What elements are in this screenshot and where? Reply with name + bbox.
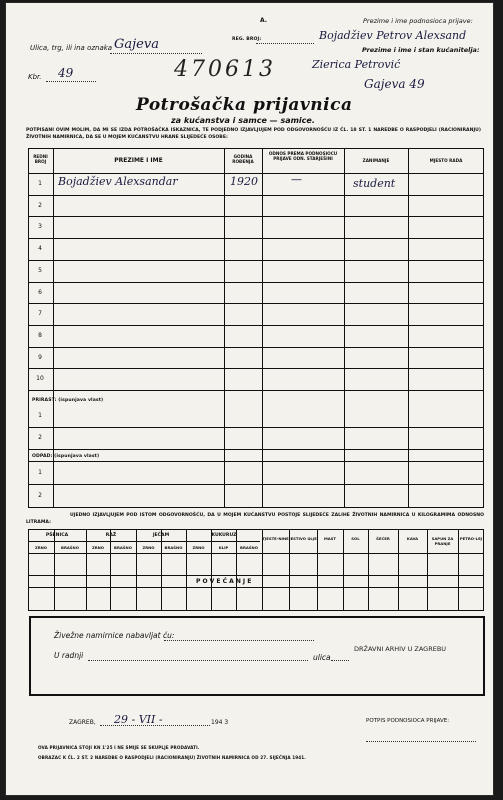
row-line [28,368,484,369]
place-label: ZAGREB, [69,719,96,726]
stock-sub-header: BRAŠNO [114,545,132,550]
stock-row-line [28,587,484,588]
header-zanimanje: ZANIMANJE [362,158,390,163]
reg-line [256,43,314,44]
row-number: 7 [38,310,42,318]
stock-sub-header: ZRNO [91,545,105,550]
kbr-label: Kbr. [28,73,42,81]
stock-col-line [186,529,187,611]
applicant-name: Bojadžiev Petrov Alexsand [319,29,467,42]
date-line [100,725,210,726]
stock-subheader-line [28,541,260,542]
header-mjesto-rada: MJESTO RADA [429,158,463,163]
col-line [262,148,263,508]
entry-relation: — [291,173,302,186]
archive-stamp: DRŽAVNI ARHIV U ZAGREBU [354,645,447,653]
table-header-line [28,173,484,174]
street-line [110,53,202,54]
stock-row-line [28,575,484,576]
date-value: 29 - VII - [114,713,163,726]
head-address: Gajeva 49 [364,77,425,91]
stock-col-line [211,529,212,611]
prirast-row-number: 1 [38,412,42,419]
row-line [28,347,484,348]
stock-other-header: ŠEĆER [376,536,390,541]
stock-col-line [343,529,344,611]
row-line [28,449,484,450]
prirast-row-number: 2 [38,434,42,441]
stock-group-header: KUKURUZ [211,533,237,538]
stock-other-header: PETRO-LEJ [459,536,483,541]
stock-sub-header: ZRNO [34,545,48,550]
col-line [344,148,345,508]
reg-label: REG. BROJ: [232,37,262,42]
stock-other-header: KAVA [406,536,419,541]
form-note: OBRAZAC K ČL. 2 ST. 2 NAREDBE O RASPODJELI (RACIONIRANJU) ŽIVOTNIH NAMIRNICA OD 27. SIJEČNJA 1941. [38,755,306,760]
stock-other-header: JESTIVO ULJE [289,536,317,541]
header-redni-broj: REDNI BROJ [33,154,48,164]
row-number: 9 [38,353,42,361]
row-number: 10 [36,375,44,383]
row-number: 6 [38,288,42,296]
kbr-value: 49 [58,66,74,80]
street-label: Ulica, trg, ili ina oznaka [30,44,113,52]
col-line [408,148,409,508]
row-number: 8 [38,331,42,339]
row-line [28,484,484,485]
header-godina: GODINA ROĐENJA [232,154,254,164]
row-line [28,216,484,217]
street-value: Gajeva [114,37,159,52]
form-marker: A. [260,17,268,24]
signature-line [366,741,476,742]
stock-other-header: SOL [351,536,360,541]
stock-col-line [161,529,162,611]
ulica-line [331,660,349,661]
header-odnos: ODNOS PREMA PODNOSIOCU PRIJAVE ODN. STARJEŠINI [268,151,338,161]
stock-group-header: PŠENICA [45,533,69,538]
row-line [28,282,484,283]
entry-name: Bojadžiev Alexsandar [58,175,178,188]
stock-declaration: UJEDNO IZJAVLJUJEM POD ISTOM ODGOVORNOŠĆU, DA U MOJEM KUĆANSTVU POSTOJE SLIJEDEĆE ZALIHE ŽIVOTNIH NAMIRNICA U KILOGRAMIMA ODNOSNO LITRAMA: [26,513,484,525]
head-name: Zierica Petrović [312,58,401,71]
entry-occupation: student [353,177,396,190]
stock-col-line [262,529,263,611]
col-line [224,148,225,508]
stock-group-header: JEČAM [152,533,170,538]
row-number: 4 [38,245,42,253]
entry-year: 1920 [230,175,258,188]
row-line [28,325,484,326]
stock-col-line [368,529,369,611]
row-number: 5 [38,266,42,274]
radnji-line [88,660,308,661]
row-number: 3 [38,223,42,231]
form-page [6,3,493,795]
row-line [28,427,484,428]
serial-number: 470613 [174,57,276,82]
stock-sub-header: BRAŠNO [240,545,258,550]
povecanje-label: P O V E Ć A N J E [196,578,252,585]
stock-col-line [317,529,318,611]
shop-box [29,616,485,696]
year-value: 194 3 [211,719,229,726]
row-line [28,303,484,304]
stock-sub-header: BRAŠNO [61,545,79,550]
row-number: 2 [38,201,42,209]
shop-line [164,640,314,641]
stock-other-header: SAPUN ZA PRANJE [431,536,454,546]
radnji-label: U radnji [54,651,84,660]
form-subtitle: za kućanstva i samce — samice. [171,116,315,125]
stock-sub-header: ZRNO [192,545,205,550]
row-line [28,238,484,239]
prirast-label: PRIRAST: (ispunjava vlast) [32,398,104,403]
stock-col-line [86,529,87,611]
kbr-line [46,81,96,82]
price-note: OVA PRIJAVNICA STOJI KN 1'25 I NE SMIJE SE SKUPLJE PRODAVATI. [38,745,200,750]
stock-other-header: MAST [323,536,337,541]
stock-col-line [398,529,399,611]
row-number: 1 [38,180,42,187]
stock-col-line [136,529,137,611]
odpad-label: ODPAD: (ispunjava vlast) [32,454,100,459]
stock-sub-header: ZRNO [142,545,155,550]
stock-col-line [458,529,459,611]
stock-sub-header: BRAŠNO [164,545,183,550]
declaration-text: POTPISANI OVIM MOLIM, DA MI SE IZDA POTROŠAČKA ISKAZNICA, TE PODJEDNO IZJAVLJUJEM POD ODGOVORNOŠĆU IZ ČL. 18 ST. 1 NAREDBE O RASPODJELI (RACIONIRANJU) ŽIVOTNIH NAMIRNICA, DA SE U MOJEM KUĆANSTVU HRANE SLIJEDEĆE OSOBE: [26,128,481,140]
row-line [28,195,484,196]
odpad-row-number: 1 [38,469,42,476]
ulica-label: ulica [313,653,331,662]
stock-col-line [110,529,111,611]
stock-col-line [236,529,237,611]
stock-other-header: TJESTE-NINE [262,536,289,541]
surname-line-label: Prezime i ime podnosioca prijave: [363,17,473,25]
header-prezime: PREZIME I IME [114,157,163,164]
head-line-label: Prezime i ime i stan kućanitelja: [362,46,480,54]
form-title: Potrošačka prijavnica [136,95,353,115]
stock-sub-header: KLIP [218,545,229,550]
stock-col-line [289,529,290,611]
row-line [28,461,484,462]
shop-line-label: Živežne namirnice nabavljat ću: [54,631,175,640]
signature-label: POTPIS PODNOSIOCA PRIJAVE: [366,718,450,724]
stock-group-header: RAŽ [105,533,117,538]
row-line [28,260,484,261]
row-line [28,390,484,391]
stock-col-line [54,529,55,611]
stock-header-line [28,553,484,554]
odpad-row-number: 2 [38,492,42,499]
